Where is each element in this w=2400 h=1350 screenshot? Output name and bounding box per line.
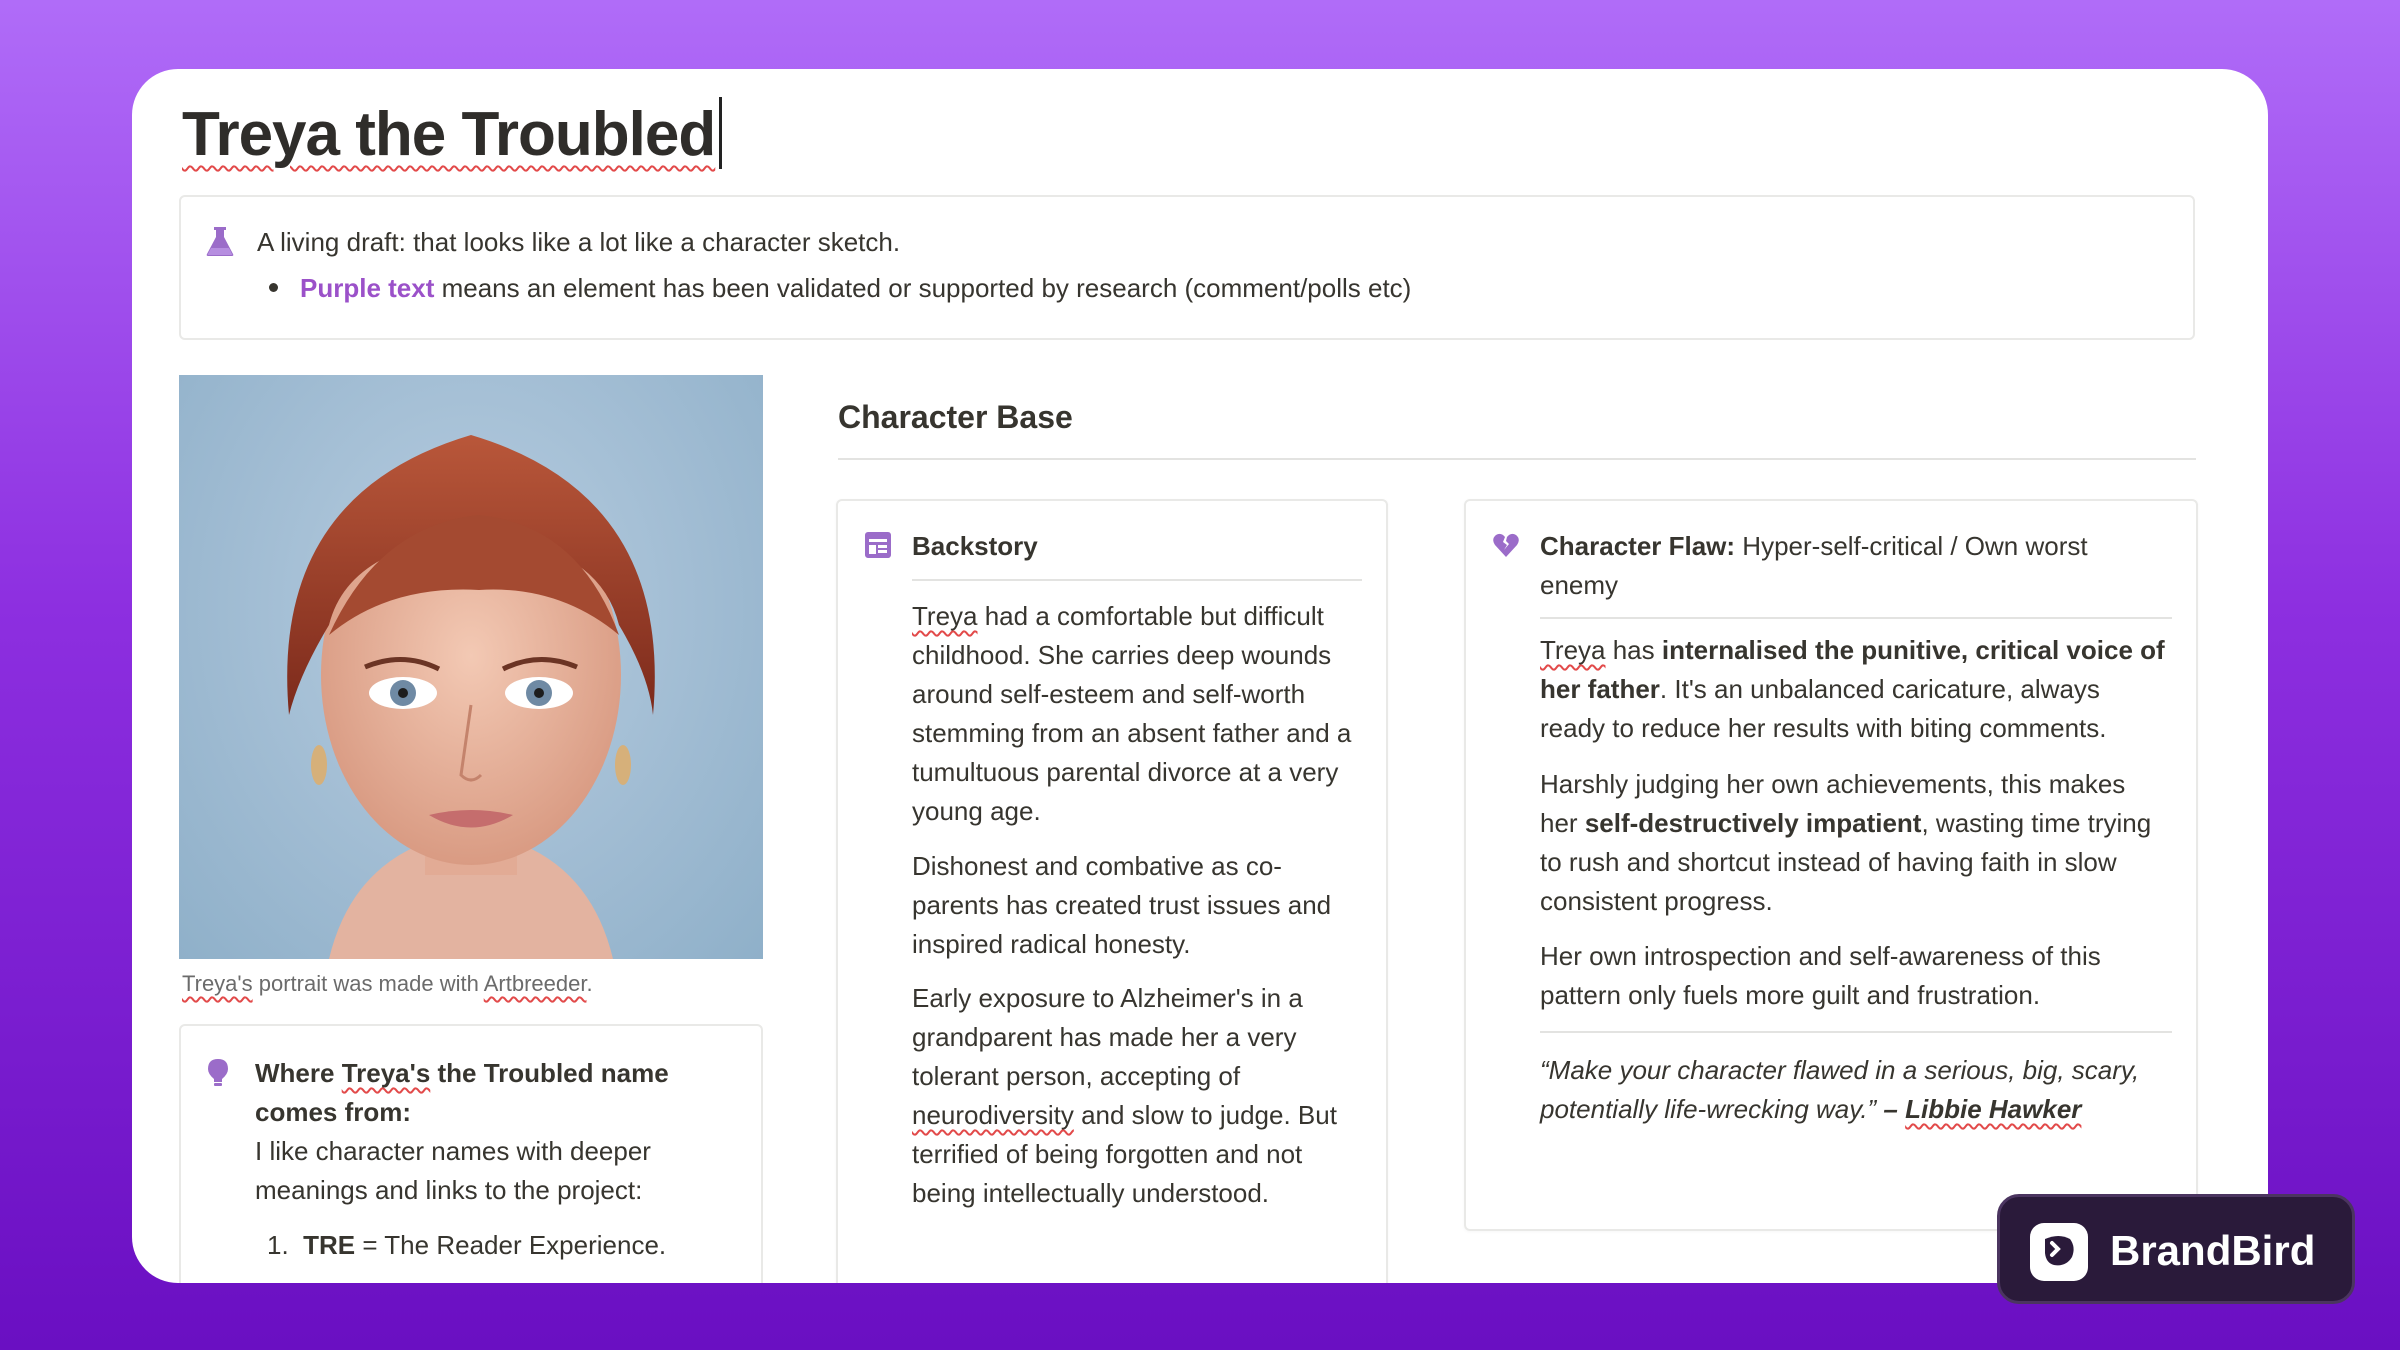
broken-heart-icon — [1492, 531, 1520, 559]
section-divider — [838, 458, 2196, 460]
name-origin-callout — [179, 1024, 763, 1283]
character-flaw-card — [1464, 499, 2198, 1231]
callout-bullet — [269, 273, 1411, 304]
flaw-p1-name: Treya — [1540, 635, 1606, 665]
table-icon — [864, 531, 892, 559]
brand-name: BrandBird — [2110, 1227, 2316, 1274]
flaw-paragraph-2 — [1540, 765, 2170, 921]
page-title[interactable] — [182, 97, 722, 170]
list-number: 1. — [267, 1230, 289, 1260]
p1-name: Treya — [912, 601, 978, 631]
flaw-p1-bold: internalised the punitive, critical voice of her father — [1540, 635, 2165, 704]
caption-name: Treya's — [182, 971, 253, 996]
heading-post: the Troubled name comes from: — [255, 1058, 669, 1127]
text-caret — [719, 97, 722, 169]
backstory-card — [836, 499, 1388, 1283]
list-item — [267, 1230, 666, 1261]
name-origin-heading — [255, 1054, 735, 1132]
flaw-label: Character Flaw: — [1540, 531, 1736, 561]
quote-text: “Make your character flawed in a serious, big, scary, potentially life-wrecking way.” — [1540, 1055, 2140, 1124]
artbreeder-link[interactable]: Artbreeder — [483, 971, 587, 996]
draft-callout — [179, 195, 2195, 340]
name-origin-body: I like character names with deeper meanings and links to the project: — [255, 1136, 651, 1205]
flaw-quote — [1540, 1051, 2170, 1129]
title-first-word: Treya the Troubled — [182, 100, 716, 169]
character-base-heading: Character Base — [838, 399, 1073, 435]
quote-dash: – — [1876, 1094, 1906, 1124]
flaw-paragraph-3: Her own introspection and self-awareness of this pattern only fuels more guilt and frustration. — [1540, 941, 2101, 1010]
flaw-p1-rest: . It's an unbalanced caricature, always ready to reduce her results with biting comments. — [1540, 674, 2107, 743]
p3-post: and slow to judge. But terrified of being forgotten and not being intellectually understood. — [912, 1100, 1337, 1208]
flaw-p1-mid: has — [1605, 635, 1662, 665]
heading-pre: Where — [255, 1058, 342, 1088]
beaker-icon — [205, 225, 235, 257]
caption-text: portrait was made with — [252, 971, 484, 996]
portrait-illustration — [179, 375, 763, 959]
flaw-value: Hyper-self-critical / Own worst enemy — [1540, 531, 2088, 600]
flaw-heading — [1540, 527, 2160, 605]
backstory-title: Backstory — [912, 531, 1038, 561]
character-portrait-image[interactable] — [179, 375, 763, 959]
quote-divider — [1540, 1031, 2172, 1033]
backstory-paragraph-1 — [912, 597, 1362, 831]
backstory-divider — [912, 579, 1362, 581]
flaw-p2-pre: Harshly judging her own achievements, this makes her — [1540, 769, 2126, 838]
p3-pre: Early exposure to Alzheimer's in a grandparent has made her a very tolerant person, accepting of — [912, 983, 1303, 1091]
backstory-paragraph-3 — [912, 979, 1362, 1213]
p1-rest: had a comfortable but difficult childhood. She carries deep wounds around self-esteem and self-worth stemming from an absent father and a tumultuous parental divorce at a very young age. — [912, 601, 1352, 826]
flaw-p2-bold: self-destructively impatient — [1584, 808, 1922, 838]
backstory-paragraph-2: Dishonest and combative as co-parents has created trust issues and inspired radical honesty. — [912, 851, 1332, 959]
lightbulb-icon — [207, 1058, 229, 1088]
brandbird-logo-icon — [2030, 1223, 2088, 1281]
caption-end: . — [586, 971, 593, 996]
callout-text: A living draft: that looks like a lot like a character sketch. — [257, 227, 901, 257]
p3-link: neurodiversity — [912, 1100, 1074, 1130]
notion-page — [132, 69, 2268, 1283]
brandbird-badge — [1997, 1194, 2355, 1304]
portrait-caption — [182, 971, 593, 997]
quote-author: Libbie Hawker — [1905, 1094, 2082, 1124]
flaw-p2-post: , wasting time trying to rush and shortcut instead of having faith in slow consistent progress. — [1540, 808, 2152, 916]
list-bold: TRE — [303, 1230, 356, 1260]
flaw-paragraph-1 — [1540, 631, 2170, 748]
purple-text-highlight: Purple text — [300, 273, 435, 303]
bullet-text: means an element has been validated or supported by research (comment/polls etc) — [434, 273, 1412, 303]
heading-name: Treya's — [341, 1058, 431, 1088]
bullet-dot — [269, 283, 278, 292]
flaw-divider — [1540, 617, 2172, 619]
list-rest: = The Reader Experience. — [355, 1230, 667, 1260]
